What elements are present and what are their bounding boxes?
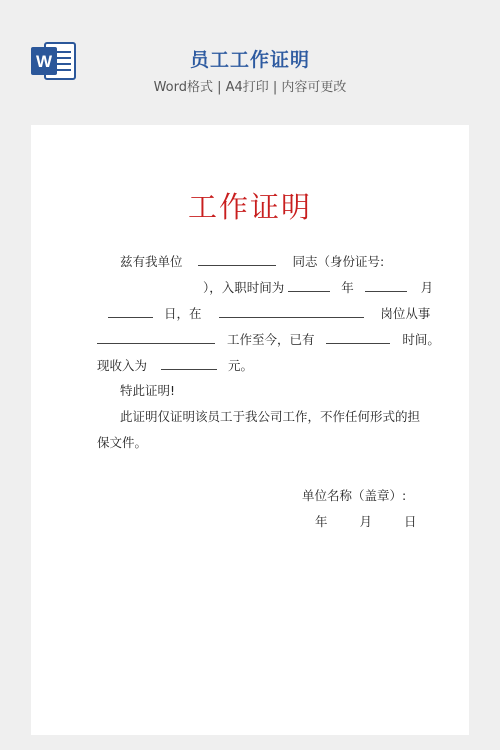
line5-prefix: 现收入为 xyxy=(97,358,148,373)
line5-suffix: 元。 xyxy=(227,358,253,373)
doc-line-4 xyxy=(97,331,440,348)
line2-text: ），入职时间为 xyxy=(203,280,285,295)
document-page xyxy=(31,125,469,735)
doc-line-7: 此证明仅证明该员工于我公司工作，不作任何形式的担 xyxy=(120,409,421,424)
line3-day: 日，在 xyxy=(163,306,202,321)
page-header xyxy=(0,0,500,110)
page-subtitle: Word格式 | A4打印 | 内容可更改 xyxy=(153,80,347,95)
line1-prefix: 兹有我单位 xyxy=(120,254,183,269)
line4-time: 时间。 xyxy=(402,332,440,347)
document-title: 工作证明 xyxy=(187,190,312,224)
tenure-blank xyxy=(326,331,390,344)
doc-line-2 xyxy=(203,279,433,296)
sign-day: 日 xyxy=(403,514,417,529)
doc-line-3 xyxy=(108,305,430,322)
join-day-blank xyxy=(108,305,153,318)
signature-unit: 单位名称（盖章）: xyxy=(302,488,407,503)
join-month-blank xyxy=(365,279,407,292)
sign-year: 年 xyxy=(315,514,328,529)
doc-line-8: 保文件。 xyxy=(97,435,148,450)
doc-line-5 xyxy=(97,357,253,374)
line2-year: 年 xyxy=(341,280,354,295)
line3-post: 岗位从事 xyxy=(380,306,431,321)
signature-date xyxy=(315,514,416,530)
join-year-blank xyxy=(288,279,330,292)
page-title: 员工工作证明 xyxy=(189,49,310,71)
line4-work: 工作至今，已有 xyxy=(226,332,315,347)
doc-line-1 xyxy=(120,253,384,270)
sign-month: 月 xyxy=(359,514,372,529)
employee-name-blank xyxy=(198,253,276,266)
doc-line-6: 特此证明! xyxy=(120,383,176,398)
department-blank xyxy=(219,305,364,318)
line2-month: 月 xyxy=(420,280,434,295)
svg-text:W: W xyxy=(35,52,53,71)
line1-suffix: 同志（身份证号: xyxy=(292,254,385,269)
income-blank xyxy=(161,357,217,370)
position-blank xyxy=(97,331,215,344)
